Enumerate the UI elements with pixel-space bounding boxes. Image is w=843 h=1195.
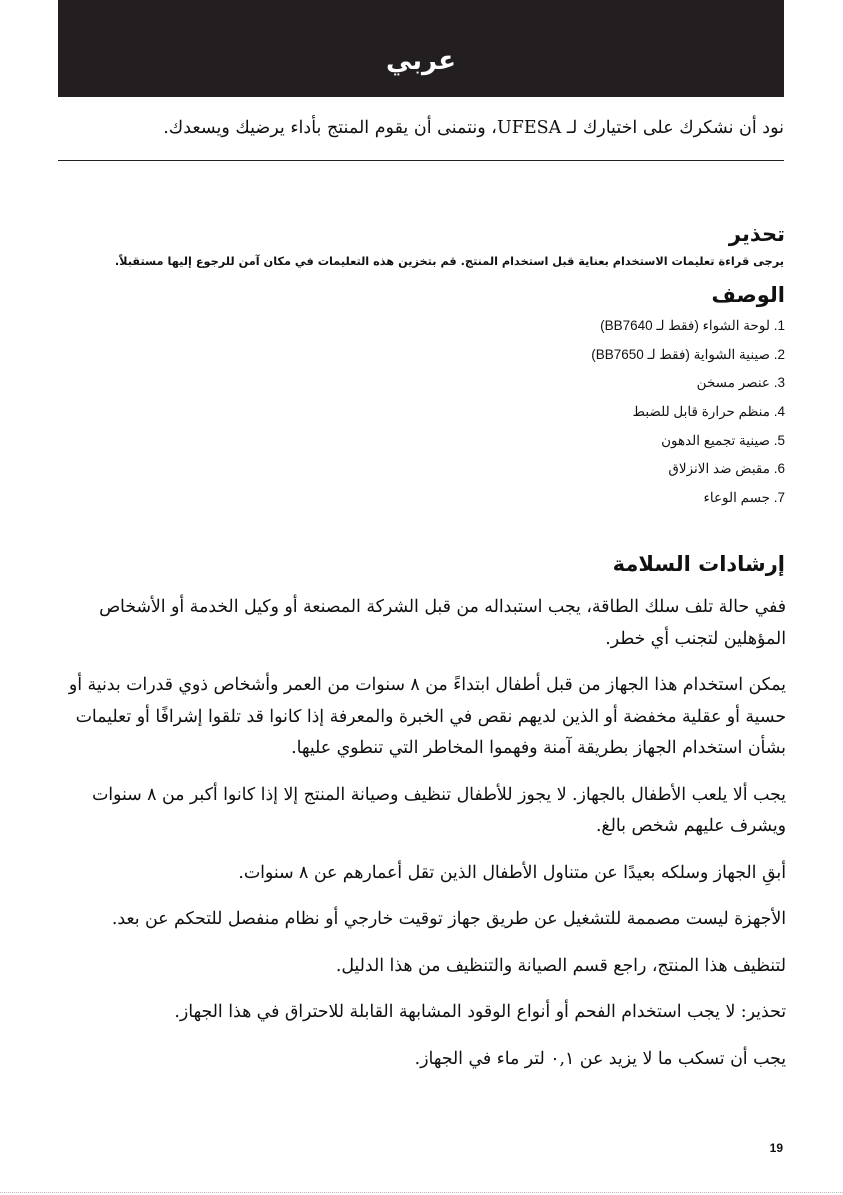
- safety-paragraph: يجب ألا يلعب الأطفال بالجهاز. لا يجوز للأطفال تنظيف وصيانة المنتج إلا إذا كانوا أكبر من ٨ سنوات ويشرف عليهم شخص بالغ.: [91, 784, 786, 836]
- list-item: 5. صينية تجميع الدهون: [661, 432, 785, 448]
- safety-paragraph: يمكن استخدام هذا الجهاز من قبل أطفال ابتداءً من ٨ سنوات من العمر وأشخاص ذوي قدرات بدنية أو حسية أو عقلية مخفضة أو الذين لديهم نقص في الخبرة والمعرفة إذا كانوا قد تلقوا إشرافًا أو تعليمات بشأن استخدام الجهاز بطريقة آمنة وفهموا المخاطر التي تنطوي عليها.: [68, 675, 786, 758]
- safety-paragraph: لتنظيف هذا المنتج، راجع قسم الصيانة والتنظيف من هذا الدليل.: [335, 955, 786, 976]
- safety-paragraph: يجب أن تسكب ما لا يزيد عن ٠,١ لتر ماء في الجهاز.: [414, 1048, 786, 1069]
- page-edge: [0, 1192, 843, 1193]
- safety-paragraph: ففي حالة تلف سلك الطاقة، يجب استبداله من قبل الشركة المصنعة أو وكيل الخدمة أو الأشخاص المؤهلين لتجنب أي خطر.: [99, 597, 786, 649]
- language-title: عربي: [385, 45, 456, 76]
- warning-text: يرجى قراءة تعليمات الاستخدام بعناية قبل استخدام المنتج. قم بتخزين هذه التعليمات في مكان آمن للرجوع إليها مستقبلاً.: [114, 255, 784, 268]
- safety-paragraph: أبقِ الجهاز وسلكه بعيدًا عن متناول الأطفال الذين تقل أعمارهم عن ٨ سنوات.: [238, 862, 786, 883]
- warning-title: تحذير: [728, 222, 785, 246]
- header-bar: [58, 0, 784, 97]
- page-number: 19: [769, 1141, 783, 1155]
- safety-title: إرشادات السلامة: [612, 552, 785, 576]
- list-item: 2. صينية الشواية (فقط لـ BB7650): [591, 346, 785, 362]
- safety-paragraph: تحذير: لا يجب استخدام الفحم أو أنواع الوقود المشابهة القابلة للاحتراق في هذا الجهاز.: [174, 1002, 786, 1022]
- description-list: [591, 315, 785, 516]
- safety-paragraph: الأجهزة ليست مصممة للتشغيل عن طريق جهاز توقيت خارجي أو نظام منفصل للتحكم عن بعد.: [111, 909, 786, 929]
- intro-text: نود أن نشكرك على اختيارك لـ UFESA، ونتمنى أن يقوم المنتج بأداء يرضيك ويسعدك.: [163, 118, 784, 138]
- list-item: 4. منظم حرارة قابل للضبط: [632, 404, 785, 420]
- list-item: 3. عنصر مسخن: [696, 375, 785, 391]
- list-item: 1. لوحة الشواء (فقط لـ BB7640): [600, 318, 785, 333]
- list-item: 7. جسم الوعاء: [703, 490, 785, 506]
- description-title: الوصف: [711, 283, 785, 307]
- divider: [58, 160, 784, 161]
- list-item: 6. مقبض ضد الانزلاق: [668, 461, 785, 477]
- safety-instructions: [58, 592, 786, 1090]
